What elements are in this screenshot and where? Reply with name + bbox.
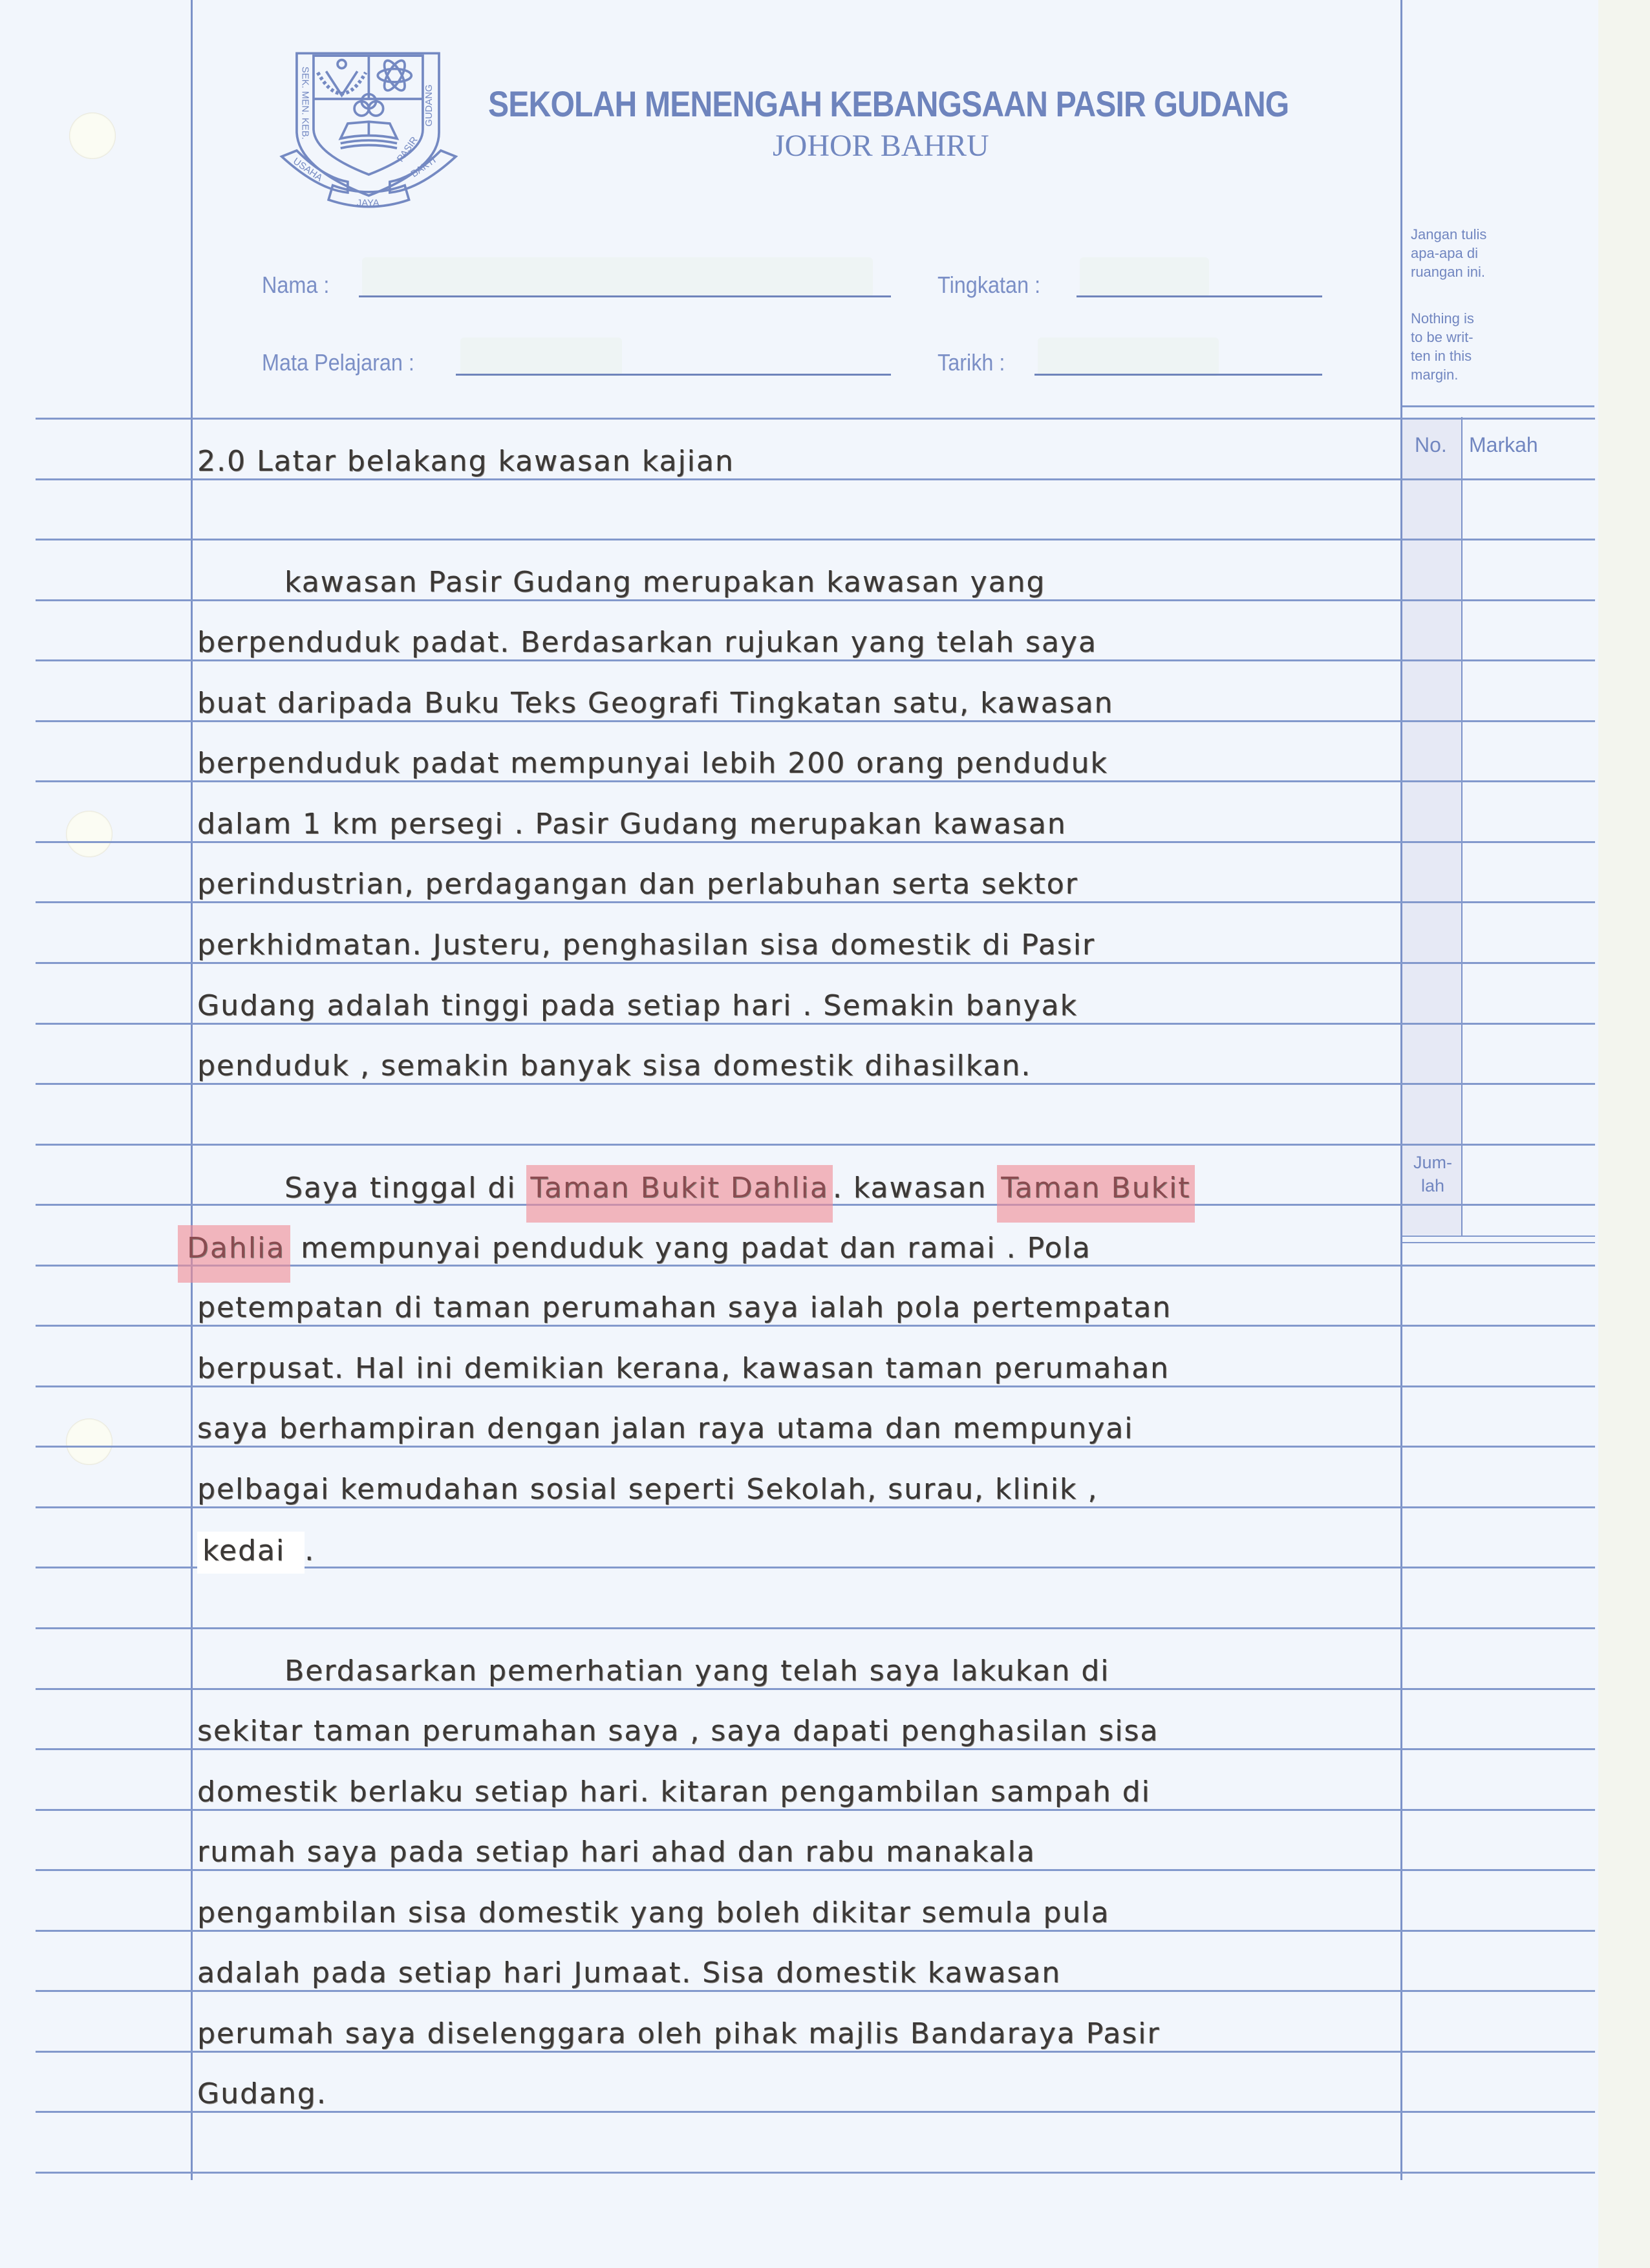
handwritten-line: berpenduduk padat mempunyai lebih 200 orang penduduk [197, 747, 1108, 780]
ruled-line [36, 418, 1595, 420]
ruled-line [36, 841, 1595, 843]
subject-label: Mata Pelajaran : [262, 349, 414, 376]
svg-text:BAKTI: BAKTI [409, 155, 438, 180]
handwritten-line: buat daripada Buku Teks Geografi Tingkatan satu, kawasan [197, 687, 1114, 720]
left-margin-line [191, 0, 193, 2180]
highlighted-place-name: Taman Bukit [997, 1165, 1194, 1223]
form-label: Tingkatan : [938, 272, 1041, 298]
margin-note-rule [1402, 405, 1594, 407]
svg-text:JAYA: JAYA [356, 198, 380, 209]
handwritten-line: Berdasarkan pemerhatian yang telah saya lakukan di [284, 1654, 1110, 1687]
p2-text: Saya tinggal di [284, 1171, 527, 1204]
punch-hole [69, 112, 116, 159]
handwritten-line: berpenduduk padat. Berdasarkan rujukan yang telah saya [197, 626, 1097, 659]
ruled-line [36, 1144, 1595, 1146]
highlighted-place-name: Dahlia [178, 1225, 290, 1283]
p2-final-period: . [305, 1534, 316, 1567]
ruled-line [36, 1627, 1595, 1629]
handwritten-line: kawasan Pasir Gudang merupakan kawasan yang [284, 566, 1046, 599]
school-crest-logo [275, 48, 469, 217]
ruled-line [36, 1325, 1595, 1327]
ruled-line [36, 1809, 1595, 1811]
no-column-header: No. [1415, 433, 1447, 456]
last-word-redacted: kedai [197, 1532, 305, 1574]
punch-hole [66, 811, 112, 857]
handwritten-line: sekitar taman perumahan saya , saya dapati penghasilan sisa [197, 1715, 1159, 1748]
name-field-line [359, 295, 891, 297]
essay-title: 2.0 Latar belakang kawasan kajian [197, 445, 734, 478]
handwritten-line: adalah pada setiap hari Jumaat. Sisa domestik kawasan [197, 1956, 1062, 1989]
handwritten-line: perumah saya diselenggara oleh pihak majlis Bandaraya Pasir [197, 2017, 1161, 2050]
marks-column-header: Markah [1469, 433, 1538, 456]
date-label: Tarikh : [938, 349, 1005, 376]
crest-ring-left-text: SEK. MEN. KEB. [299, 66, 310, 140]
crest-ring-right-text: GUDANG [423, 84, 434, 127]
p2-text: mempunyai penduduk yang padat dan ramai . Pola [290, 1232, 1091, 1265]
handwritten-line: perindustrian, perdagangan dan perlabuhan serta sektor [197, 868, 1078, 901]
ruled-line [36, 1930, 1595, 1932]
ruled-line [36, 478, 1595, 480]
subject-field-line [456, 374, 891, 376]
handwritten-line: domestik berlaku setiap hari. kitaran pengambilan sampah di [197, 1775, 1151, 1808]
ruled-line [36, 2111, 1595, 2113]
ruled-line [36, 1385, 1595, 1387]
date-field-line [1034, 374, 1322, 376]
form-field-line [1077, 295, 1322, 297]
highlighted-place-name: Taman Bukit Dahlia [526, 1165, 832, 1223]
handwritten-line: saya berhampiran dengan jalan raya utama dan mempunyai [197, 1412, 1134, 1445]
handwritten-line: berpusat. Hal ini demikian kerana, kawasan taman perumahan [197, 1352, 1170, 1385]
handwritten-line: penduduk , semakin banyak sisa domestik dihasilkan. [197, 1049, 1032, 1082]
handwritten-line: Gudang. [197, 2077, 327, 2110]
margin-note-english: Nothing is to be writ- ten in this margin. [1411, 310, 1474, 383]
handwritten-line: rumah saya pada setiap hari ahad dan rabu manakala [197, 1835, 1036, 1868]
p2-text: . kawasan [832, 1171, 998, 1204]
school-name: SEKOLAH MENENGAH KEBANGSAAN PASIR GUDANG [488, 83, 1289, 124]
margin-note-malay: Jangan tulis apa-apa di ruangan ini. [1411, 226, 1487, 280]
no-column-shade [1402, 419, 1461, 1235]
total-box-rule [1402, 1242, 1595, 1243]
punch-hole [66, 1418, 112, 1465]
ruled-line [36, 1990, 1595, 1992]
paragraph-2-line-1 [284, 1171, 1195, 1204]
school-city: JOHOR BAHRU [773, 129, 989, 163]
ruled-line [36, 962, 1595, 964]
form-field-redacted[interactable] [1080, 257, 1209, 297]
ruled-line [36, 720, 1595, 722]
total-box-rule [1402, 1236, 1595, 1237]
ruled-line [36, 539, 1595, 540]
ruled-line [36, 1506, 1595, 1508]
svg-text:PASIR: PASIR [395, 134, 420, 164]
handwritten-line: petempatan di taman perumahan saya ialah pola pertempatan [197, 1291, 1172, 1324]
date-field-redacted[interactable] [1038, 337, 1219, 376]
subject-field-redacted[interactable] [460, 337, 622, 376]
name-field-redacted[interactable] [362, 257, 873, 297]
ruled-line [36, 599, 1595, 601]
ruled-line [36, 1083, 1595, 1085]
name-label: Nama : [262, 272, 330, 298]
handwritten-line: pelbagai kemudahan sosial seperti Sekolah, surau, klinik , [197, 1473, 1098, 1506]
handwritten-line: perkhidmatan. Justeru, penghasilan sisa domestik di Pasir [197, 928, 1096, 961]
ruled-line [36, 1688, 1595, 1690]
ruled-line [36, 1869, 1595, 1871]
ruled-line [36, 901, 1595, 903]
ruled-line [36, 1748, 1595, 1750]
total-label: Jum- lah [1413, 1153, 1452, 1195]
ruled-line [36, 1446, 1595, 1448]
paragraph-2-last-line [197, 1534, 315, 1567]
paragraph-2-line-2 [178, 1232, 1091, 1265]
svg-text:USAHA: USAHA [291, 156, 325, 184]
ruled-line [36, 2172, 1595, 2174]
handwritten-line: pengambilan sisa domestik yang boleh dikitar semula pula [197, 1896, 1110, 1929]
handwritten-line: Gudang adalah tinggi pada setiap hari . Semakin banyak [197, 989, 1078, 1022]
ruled-line [36, 659, 1595, 661]
ruled-line [36, 780, 1595, 782]
ruled-line [36, 1023, 1595, 1025]
handwritten-line: dalam 1 km persegi . Pasir Gudang merupakan kawasan [197, 808, 1067, 840]
ruled-line [36, 2051, 1595, 2053]
